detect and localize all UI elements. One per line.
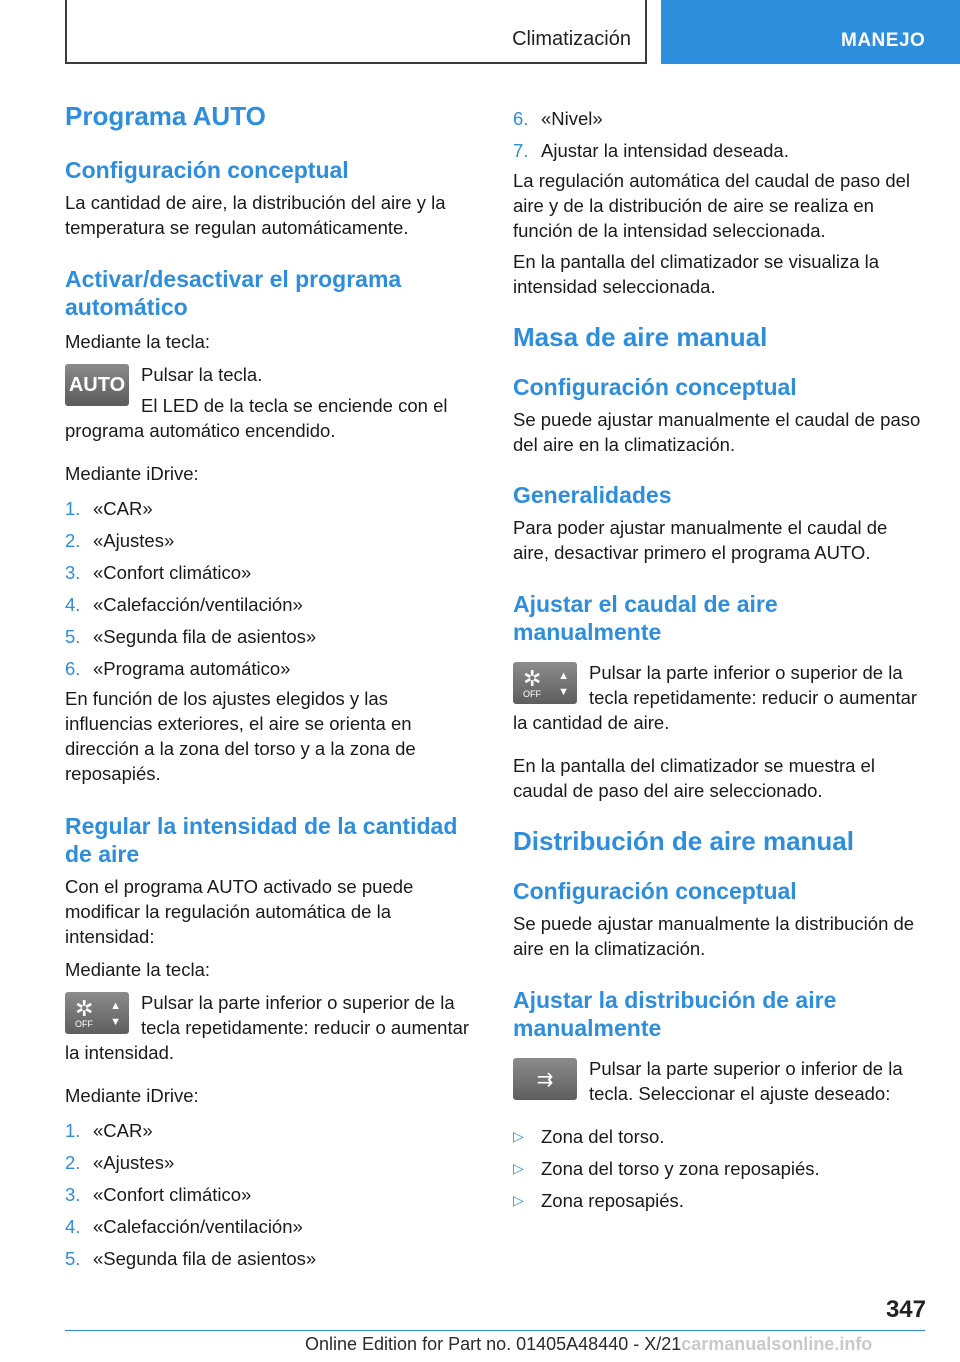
heading-distribucion: Distribución de aire manual	[513, 826, 854, 856]
heading-programa-auto: Programa AUTO	[65, 101, 266, 131]
list-item	[513, 1124, 928, 1149]
watermark-text: carmanualsonline.info	[681, 1334, 873, 1354]
footer-edition	[305, 1334, 872, 1355]
list-item	[65, 1182, 480, 1207]
paragraph-pulsar-4: Pulsar la parte superior o inferior de la tecla. Seleccionar el ajuste deseado:	[589, 1058, 903, 1104]
list-marker: 5.	[65, 626, 81, 647]
list-item	[65, 496, 480, 521]
paragraph-pantalla-2: En la pantalla del climatizador se muestra el caudal de paso del aire seleccionado.	[513, 755, 875, 801]
list-marker: 2.	[65, 530, 81, 551]
idrive-steps-list-2	[65, 1118, 480, 1271]
right-column	[513, 100, 928, 1220]
list-item-text: «Calefacción/ventilación»	[93, 594, 303, 615]
list-item-text: Ajustar la intensidad deseada.	[541, 140, 789, 161]
list-item	[65, 560, 480, 585]
paragraph-configuracion-3: Se puede ajustar manualmente la distribución de aire en la climatización.	[513, 913, 915, 959]
fan-key-row-2	[513, 660, 928, 735]
list-item-text: Zona del torso y zona reposapiés.	[541, 1158, 820, 1179]
list-item-text: «Segunda fila de asientos»	[93, 626, 317, 647]
auto-button-icon	[65, 364, 129, 406]
paragraph-tecla-2: Mediante la tecla:	[65, 959, 211, 980]
footer-divider	[65, 1330, 925, 1331]
list-item-text: «CAR»	[93, 1120, 153, 1141]
air-distribution-icon: ⇉	[536, 1068, 554, 1091]
list-item-text: «Nivel»	[541, 108, 603, 129]
list-item	[65, 1246, 480, 1271]
paragraph-pulsar: Pulsar la tecla.	[141, 364, 263, 385]
list-marker: 3.	[65, 562, 81, 583]
page-number: 347	[885, 1296, 926, 1323]
auto-key-row	[65, 362, 480, 443]
list-item	[65, 1150, 480, 1175]
list-item	[65, 1214, 480, 1239]
list-item	[65, 528, 480, 553]
list-item	[65, 1118, 480, 1143]
list-marker: 7.	[513, 140, 529, 161]
list-item-text: Zona del torso.	[541, 1126, 665, 1147]
list-item	[513, 138, 928, 163]
list-marker: ▷	[513, 1128, 524, 1144]
heading-configuracion: Configuración conceptual	[65, 157, 349, 183]
heading-configuracion-2: Configuración conceptual	[513, 374, 797, 400]
list-marker: 3.	[65, 1184, 81, 1205]
paragraph-configuracion-2: Se puede ajustar manualmente el caudal de paso del aire en la climatización.	[513, 409, 921, 455]
list-item	[513, 1156, 928, 1181]
list-item	[65, 592, 480, 617]
list-marker: 6.	[65, 658, 81, 679]
list-item-text: Zona reposapiés.	[541, 1190, 684, 1211]
list-item-text: «Confort climático»	[93, 562, 252, 583]
list-marker: 1.	[65, 498, 81, 519]
header-chapter-label: MANEJO	[841, 30, 926, 51]
list-item	[513, 106, 928, 131]
paragraph-generalidades: Para poder ajustar manualmente el caudal de aire, desactivar primero el programa AUTO.	[513, 517, 888, 563]
paragraph-pantalla: En la pantalla del climatizador se visualiza la intensidad seleccionada.	[513, 251, 880, 297]
idrive-steps-list	[65, 496, 480, 681]
auto-button-label: AUTO	[68, 373, 126, 396]
paragraph-pulsar-2: Pulsar la parte inferior o superior de la tecla repetidamente: reducir o aumentar la intensidad.	[65, 992, 470, 1063]
list-marker: 1.	[65, 1120, 81, 1141]
heading-configuracion-3: Configuración conceptual	[513, 878, 797, 904]
paragraph-tecla: Mediante la tecla:	[65, 331, 211, 352]
list-marker: ▷	[513, 1192, 524, 1208]
heading-ajustar-caudal: Ajustar el caudal de aire manualmente	[513, 591, 778, 645]
list-item-text: «CAR»	[93, 498, 153, 519]
air-distribution-button-icon	[513, 1058, 577, 1100]
paragraph-idrive: Mediante iDrive:	[65, 463, 199, 484]
list-item	[513, 1188, 928, 1213]
list-item-text: «Confort climático»	[93, 1184, 252, 1205]
fan-button-icon	[65, 992, 129, 1034]
paragraph-regular: Con el programa AUTO activado se puede modificar la regulación automática de la intensidad:	[65, 876, 414, 947]
fan-icon: ✲	[75, 996, 94, 1021]
list-marker: 2.	[65, 1152, 81, 1173]
paragraph-pulsar-3: Pulsar la parte inferior o superior de la tecla repetidamente: reducir o aumentar la cantidad de aire.	[513, 662, 918, 733]
up-down-arrows-icon-2: ▲ ▼	[558, 670, 569, 698]
list-marker: 4.	[65, 1216, 81, 1237]
paragraph-funcion: En función de los ajustes elegidos y las influencias exteriores, el aire se orienta en dirección a la zona del torso y a la zona de reposapiés.	[65, 688, 416, 784]
heading-masa-aire: Masa de aire manual	[513, 322, 768, 352]
paragraph-configuracion: La cantidad de aire, la distribución del aire y la temperatura se regulan automáticamente.	[65, 192, 446, 238]
fan-icon-2: ✲	[523, 666, 542, 691]
heading-generalidades: Generalidades	[513, 482, 672, 508]
list-marker: 4.	[65, 594, 81, 615]
list-item	[65, 624, 480, 649]
zone-options-list	[513, 1124, 928, 1213]
distribution-key-row	[513, 1056, 928, 1106]
off-label-2: OFF	[523, 689, 541, 699]
heading-regular: Regular la intensidad de la cantidad de aire	[65, 813, 458, 867]
up-down-arrows-icon: ▲ ▼	[110, 1000, 121, 1028]
paragraph-idrive-2: Mediante iDrive:	[65, 1085, 199, 1106]
list-marker: ▷	[513, 1160, 524, 1176]
list-marker: 6.	[513, 108, 529, 129]
paragraph-led: El LED de la tecla se enciende con el programa automático encendido.	[65, 395, 448, 441]
paragraph-regulacion: La regulación automática del caudal de paso del aire y de la distribución de aire se realiza en función de la intensidad seleccionada.	[513, 170, 911, 241]
list-item-text: «Ajustes»	[93, 530, 175, 551]
list-item-text: «Programa automático»	[93, 658, 291, 679]
header-section-title: Climatización	[512, 28, 631, 50]
fan-key-row	[65, 990, 480, 1065]
list-marker: 5.	[65, 1248, 81, 1269]
list-item	[65, 656, 480, 681]
list-item-text: «Calefacción/ventilación»	[93, 1216, 303, 1237]
list-item-text: «Segunda fila de asientos»	[93, 1248, 317, 1269]
edition-text: Online Edition for Part no. 01405A48440 - X/21	[305, 1334, 682, 1354]
left-column	[65, 100, 480, 1278]
heading-ajustar-distribucion: Ajustar la distribución de aire manualmente	[513, 987, 837, 1041]
header-frame	[65, 0, 647, 64]
list-item-text: «Ajustes»	[93, 1152, 175, 1173]
off-label: OFF	[75, 1019, 93, 1029]
idrive-steps-list-3	[513, 106, 928, 163]
header-chapter-tab	[661, 0, 960, 64]
heading-activar: Activar/desactivar el programa automático	[65, 266, 402, 320]
fan-button-icon-2	[513, 662, 577, 704]
